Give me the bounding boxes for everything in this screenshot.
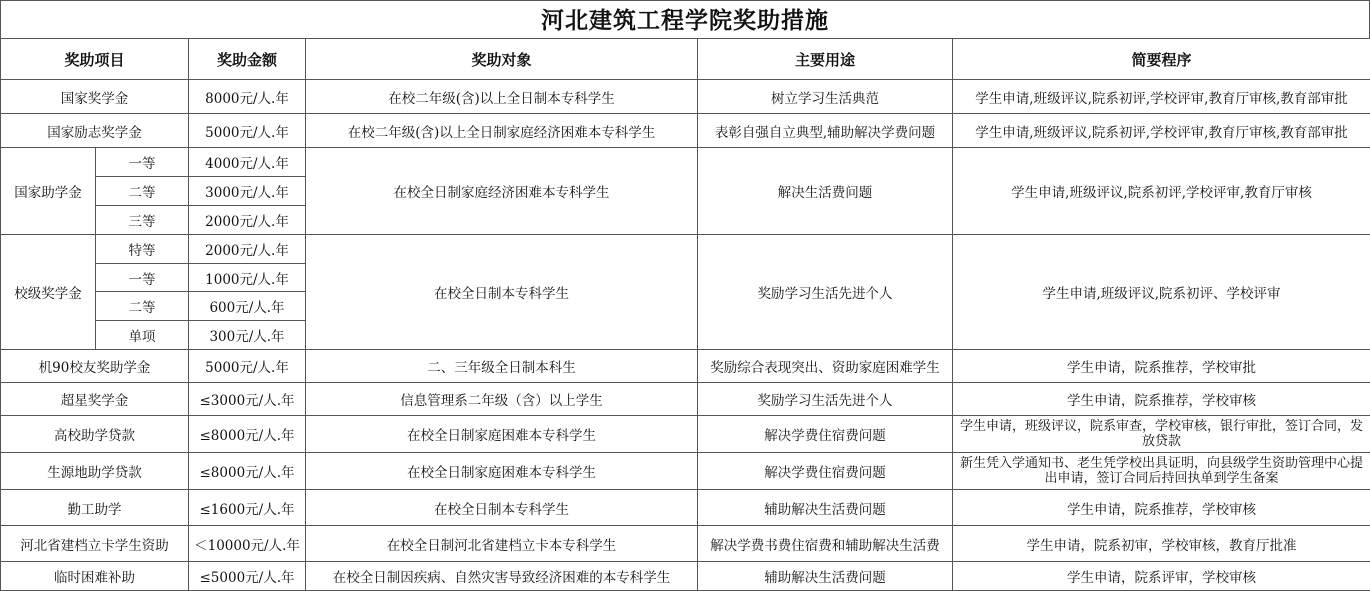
table-row: [1, 562, 1370, 591]
item-cell: 国家助学金: [1, 148, 96, 235]
level-cell: 一等: [96, 148, 189, 177]
procedure-cell: 学生申请,班级评议,院系初评,学校评审,教育厅审核,教育部审批: [953, 114, 1370, 148]
use-cell: 解决学费住宿费问题: [698, 416, 953, 453]
header-amount: 奖助金额: [189, 39, 306, 80]
item-cell: 机90校友奖助学金: [1, 350, 189, 383]
item-cell: 校级奖学金: [1, 235, 96, 350]
amount-cell: 300元/人.年: [189, 321, 306, 350]
header-target: 奖助对象: [306, 39, 698, 80]
header-use: 主要用途: [698, 39, 953, 80]
item-cell: 高校助学贷款: [1, 416, 189, 453]
amount-cell: ≤5000元/人.年: [189, 562, 306, 591]
item-cell: 国家奖学金: [1, 80, 189, 114]
use-cell: 奖励综合表现突出、资助家庭困难学生: [698, 350, 953, 383]
procedure-cell: 学生申请，院系评审，学校审核: [953, 562, 1370, 591]
amount-cell: ≤1600元/人.年: [189, 490, 306, 526]
item-cell: 河北省建档立卡学生资助: [1, 526, 189, 562]
use-cell: 奖励学习生活先进个人: [698, 383, 953, 416]
table-row: [1, 416, 1370, 453]
item-cell: 临时困难补助: [1, 562, 189, 591]
level-cell: 特等: [96, 235, 189, 264]
target-cell: 在校全日制本专科学生: [306, 490, 698, 526]
target-cell: 在校二年级(含)以上全日制家庭经济困难本专科学生: [306, 114, 698, 148]
awards-table: [0, 38, 1370, 591]
amount-cell: ≤8000元/人.年: [189, 416, 306, 453]
amount-cell: 5000元/人.年: [189, 350, 306, 383]
amount-cell: 8000元/人.年: [189, 80, 306, 114]
level-cell: 三等: [96, 206, 189, 235]
page-title: 河北建筑工程学院奖助措施: [0, 0, 1370, 38]
procedure-cell: 学生申请,班级评议,院系初评,学校评审,教育厅审核,教育部审批: [953, 80, 1370, 114]
use-cell: 辅助解决生活费问题: [698, 490, 953, 526]
procedure-cell: 学生申请，院系初审，学校审核，教育厅批准: [953, 526, 1370, 562]
header-item: 奖助项目: [1, 39, 189, 80]
table-row: [1, 235, 1370, 264]
table-row: [1, 350, 1370, 383]
use-cell: 辅助解决生活费问题: [698, 562, 953, 591]
procedure-cell: 新生凭入学通知书、老生凭学校出具证明，向县级学生资助管理中心提出申请，签订合同后持回执单到学生备案: [953, 453, 1370, 490]
procedure-cell: 学生申请，院系推荐，学校审核: [953, 490, 1370, 526]
target-cell: 在校全日制本专科学生: [306, 235, 698, 350]
item-cell: 超星奖学金: [1, 383, 189, 416]
item-cell: 生源地助学贷款: [1, 453, 189, 490]
amount-cell: 1000元/人.年: [189, 264, 306, 292]
procedure-cell: 学生申请,班级评议,院系初评、学校评审: [953, 235, 1370, 350]
amount-cell: 2000元/人.年: [189, 206, 306, 235]
table-row: [1, 80, 1370, 114]
use-cell: 解决学费书费住宿费和辅助解决生活费: [698, 526, 953, 562]
table-row: [1, 383, 1370, 416]
amount-cell: ≤8000元/人.年: [189, 453, 306, 490]
target-cell: 二、三年级全日制本科生: [306, 350, 698, 383]
header-procedure: 简要程序: [953, 39, 1370, 80]
target-cell: 信息管理系二年级（含）以上学生: [306, 383, 698, 416]
amount-cell: 4000元/人.年: [189, 148, 306, 177]
amount-cell: 600元/人.年: [189, 292, 306, 321]
target-cell: 在校全日制因疾病、自然灾害导致经济困难的本专科学生: [306, 562, 698, 591]
target-cell: 在校全日制家庭困难本专科学生: [306, 453, 698, 490]
level-cell: 二等: [96, 292, 189, 321]
use-cell: 树立学习生活典范: [698, 80, 953, 114]
level-cell: 二等: [96, 177, 189, 206]
table-row: [1, 453, 1370, 490]
amount-cell: 3000元/人.年: [189, 177, 306, 206]
procedure-cell: 学生申请，班级评议，院系审查，学校审核，银行审批，签订合同，发放贷款: [953, 416, 1370, 453]
table-row: [1, 490, 1370, 526]
use-cell: 表彰自强自立典型,辅助解决学费问题: [698, 114, 953, 148]
target-cell: 在校全日制家庭困难本专科学生: [306, 416, 698, 453]
target-cell: 在校全日制河北省建档立卡本专科学生: [306, 526, 698, 562]
level-cell: 一等: [96, 264, 189, 292]
level-cell: 单项: [96, 321, 189, 350]
item-cell: 国家励志奖学金: [1, 114, 189, 148]
amount-cell: 2000元/人.年: [189, 235, 306, 264]
procedure-cell: 学生申请,班级评议,院系初评,学校评审,教育厅审核: [953, 148, 1370, 235]
target-cell: 在校全日制家庭经济困难本专科学生: [306, 148, 698, 235]
header-row: [1, 39, 1370, 80]
use-cell: 奖励学习生活先进个人: [698, 235, 953, 350]
target-cell: 在校二年级(含)以上全日制本专科学生: [306, 80, 698, 114]
use-cell: 解决生活费问题: [698, 148, 953, 235]
procedure-cell: 学生申请，院系推荐，学校审核: [953, 383, 1370, 416]
item-cell: 勤工助学: [1, 490, 189, 526]
amount-cell: 5000元/人.年: [189, 114, 306, 148]
use-cell: 解决学费住宿费问题: [698, 453, 953, 490]
table-row: [1, 526, 1370, 562]
amount-cell: ≤3000元/人.年: [189, 383, 306, 416]
procedure-cell: 学生申请，院系推荐，学校审批: [953, 350, 1370, 383]
table-row: [1, 114, 1370, 148]
amount-cell: ＜10000元/人.年: [189, 526, 306, 562]
table-row: [1, 148, 1370, 177]
